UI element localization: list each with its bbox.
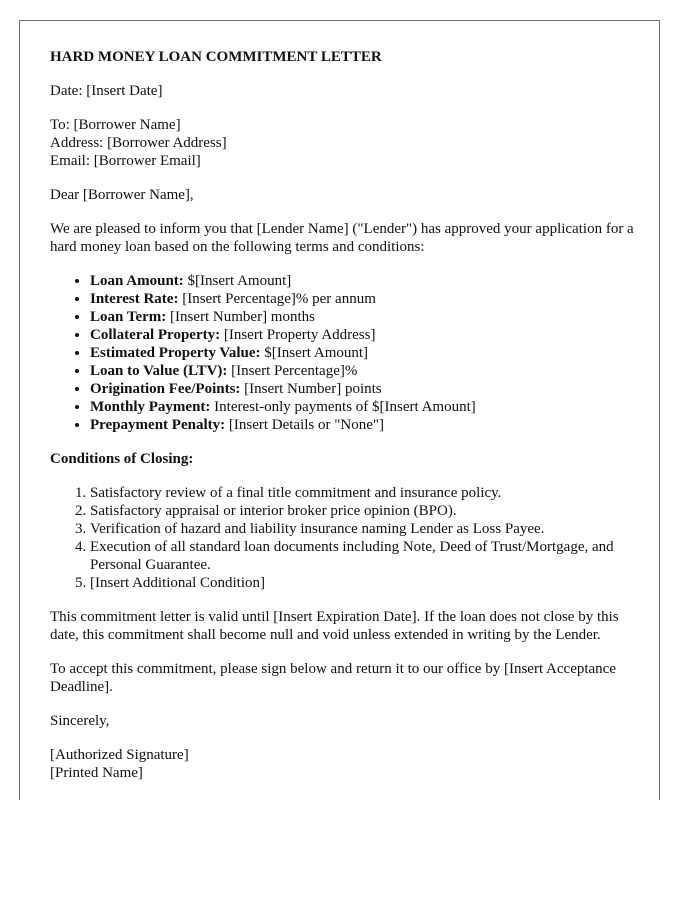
condition-item: 4. Execution of all standard loan documents including Note, Deed of Trust/Mortgage, and Personal Guarantee. (90, 538, 640, 574)
term-item-loan-amount (90, 272, 640, 290)
letter-page (19, 20, 660, 800)
salutation: Dear [Borrower Name], (50, 187, 194, 203)
term-label: Origination Fee/Points: (90, 381, 241, 397)
term-label: Collateral Property: (90, 327, 221, 343)
conditions-heading: Conditions of Closing: (50, 451, 194, 467)
validity-paragraph: This commitment letter is valid until [Insert Expiration Date]. If the loan does not close by this date, this commitment shall become null and void unless extended in writing by the Lender. (50, 609, 619, 643)
term-label: Loan Amount: (90, 273, 184, 289)
condition-item: 5. [Insert Additional Condition] (90, 574, 640, 592)
term-value: [Insert Number] months (166, 309, 315, 325)
term-value: [Insert Property Address] (220, 327, 376, 343)
acceptance-paragraph: To accept this commitment, please sign below and return it to our office by [Insert Acceptance Deadline]. (50, 661, 616, 695)
condition-item: 2. Satisfactory appraisal or interior broker price opinion (BPO). (90, 502, 640, 520)
term-item-ltv (90, 362, 640, 380)
term-item-prepayment-penalty (90, 416, 640, 434)
signature-block (50, 746, 640, 782)
date-line: Date: [Insert Date] (50, 83, 163, 99)
recipient-email-line: Email: [Borrower Email] (50, 153, 201, 169)
term-label: Loan Term: (90, 309, 167, 325)
condition-item: 3. Verification of hazard and liability insurance naming Lender as Loss Payee. (90, 520, 640, 538)
printed-name-line: [Printed Name] (50, 765, 143, 781)
term-label: Prepayment Penalty: (90, 417, 226, 433)
conditions-list (50, 484, 640, 592)
intro-paragraph: We are pleased to inform you that [Lender Name] ("Lender") has approved your application for a hard money loan based on the following terms and conditions: (50, 221, 634, 255)
term-value: $[Insert Amount] (260, 345, 369, 361)
term-label: Loan to Value (LTV): (90, 363, 228, 379)
term-item-monthly-payment (90, 398, 640, 416)
signature-line: [Authorized Signature] (50, 747, 189, 763)
term-item-loan-term (90, 308, 640, 326)
recipient-block (50, 116, 640, 170)
recipient-address-line: Address: [Borrower Address] (50, 135, 227, 151)
loan-terms-list (50, 272, 640, 434)
term-item-origination-fee (90, 380, 640, 398)
term-label: Estimated Property Value: (90, 345, 261, 361)
term-value: Interest-only payments of $[Insert Amount] (210, 399, 476, 415)
recipient-name-line: To: [Borrower Name] (50, 117, 181, 133)
letter-content (50, 48, 640, 798)
term-value: [Insert Details or "None"] (225, 417, 384, 433)
term-label: Interest Rate: (90, 291, 179, 307)
term-label: Monthly Payment: (90, 399, 211, 415)
term-item-interest-rate (90, 290, 640, 308)
term-value: [Insert Percentage]% (227, 363, 358, 379)
term-value: $[Insert Amount] (183, 273, 292, 289)
term-item-estimated-property-value (90, 344, 640, 362)
closing: Sincerely, (50, 713, 110, 729)
term-value: [Insert Percentage]% per annum (178, 291, 376, 307)
condition-item: 1. Satisfactory review of a final title commitment and insurance policy. (90, 484, 640, 502)
term-value: [Insert Number] points (240, 381, 382, 397)
term-item-collateral-property (90, 326, 640, 344)
letter-title: HARD MONEY LOAN COMMITMENT LETTER (50, 49, 382, 65)
